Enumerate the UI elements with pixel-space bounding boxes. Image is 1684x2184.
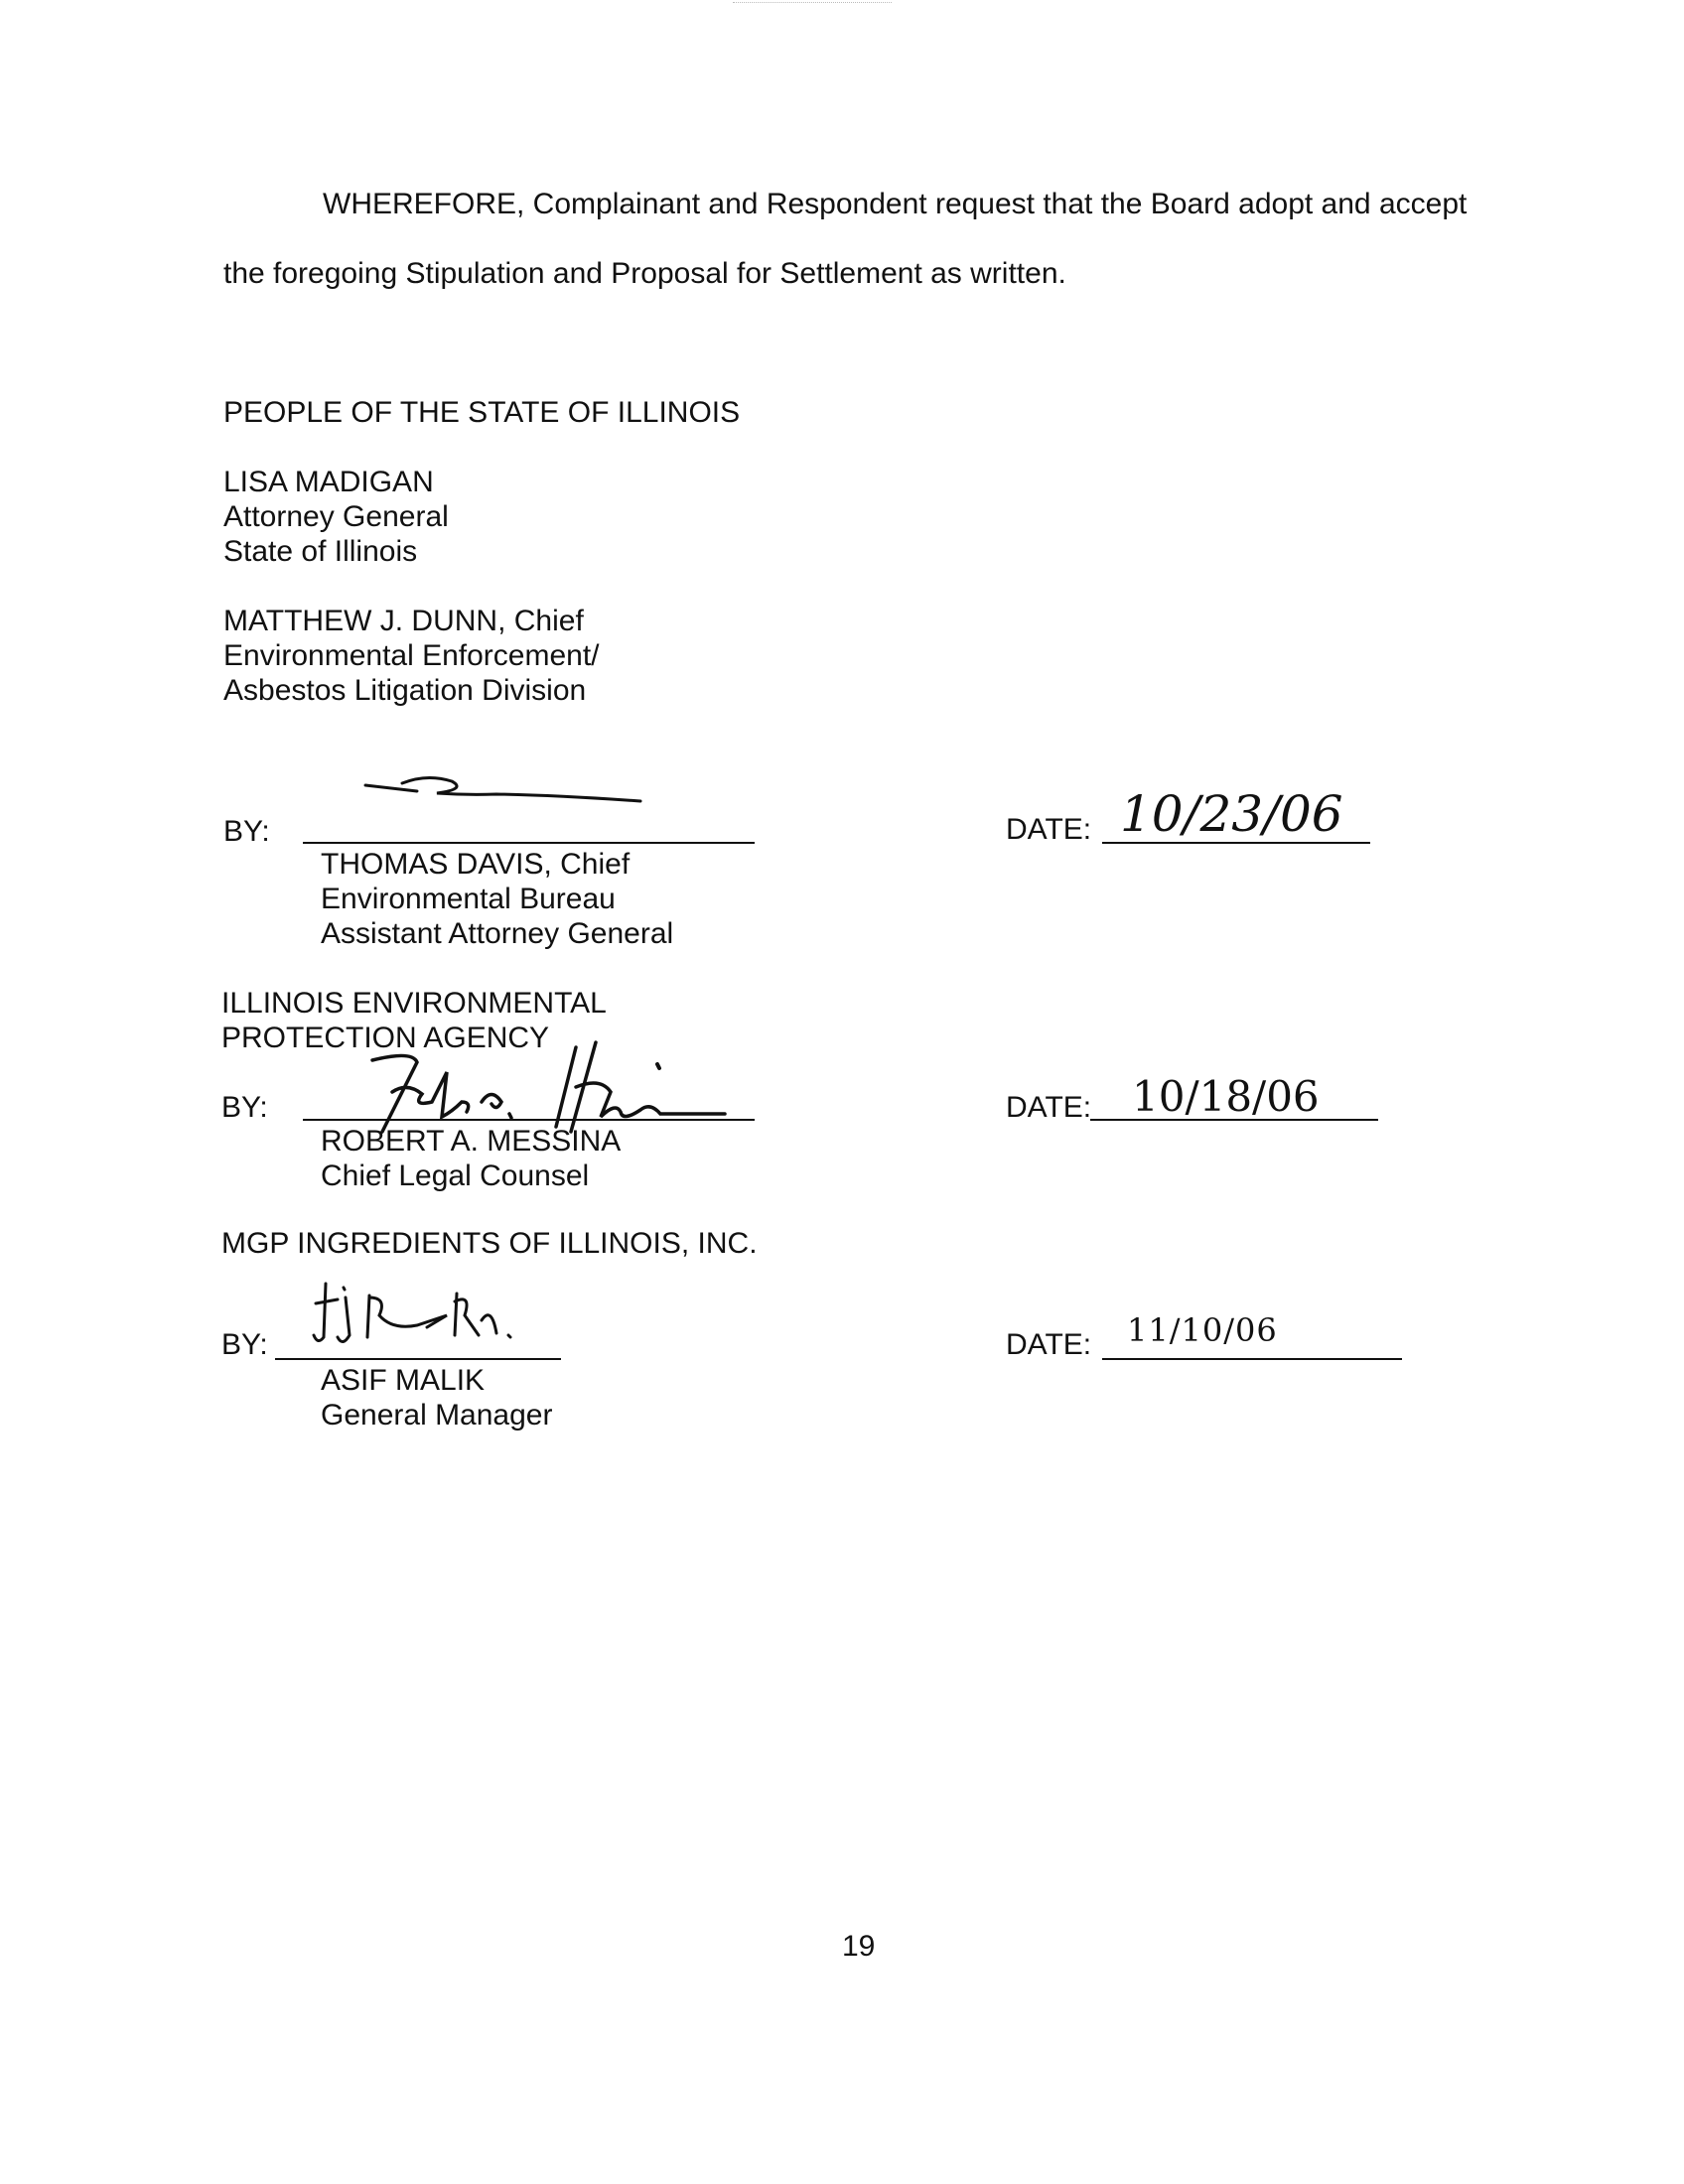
ag-name: LISA MADIGAN (223, 466, 434, 498)
scan-artifact (733, 2, 892, 3)
page-number: 19 (842, 1930, 876, 1963)
mgp-heading: MGP INGREDIENTS OF ILLINOIS, INC. (221, 1227, 758, 1260)
sig1-title-2: Assistant Attorney General (321, 917, 674, 950)
chief-division-1: Environmental Enforcement/ (223, 639, 600, 672)
agency-heading-1: ILLINOIS ENVIRONMENTAL (221, 987, 607, 1020)
sig1-by-label: BY: (223, 815, 270, 848)
ag-state: State of Illinois (223, 535, 418, 568)
sig1-date-label: DATE: (1006, 813, 1092, 846)
sig3-signature-line (275, 1358, 561, 1360)
sig2-by-label: BY: (221, 1091, 268, 1124)
sig2-name: ROBERT A. MESSINA (321, 1125, 622, 1158)
chief-name: MATTHEW J. DUNN, Chief (223, 605, 584, 637)
signature-thomas-davis (357, 769, 655, 819)
sig3-date-line (1102, 1358, 1402, 1360)
sig2-signature-line (303, 1119, 755, 1121)
sig2-date-line (1090, 1119, 1378, 1121)
sig2-title: Chief Legal Counsel (321, 1160, 590, 1192)
sig1-signature-line (303, 842, 755, 844)
sig1-name: THOMAS DAVIS, Chief (321, 848, 631, 881)
sig1-title-1: Environmental Bureau (321, 883, 616, 915)
people-heading: PEOPLE OF THE STATE OF ILLINOIS (223, 396, 741, 429)
sig2-date-value: 10/18/06 (1132, 1072, 1320, 1121)
sig3-by-label: BY: (221, 1328, 268, 1361)
body-line-1: WHEREFORE, Complainant and Respondent request that the Board adopt and accept (323, 188, 1468, 220)
sig1-date-line (1102, 842, 1370, 844)
sig1-date-value: 10/23/06 (1120, 785, 1343, 843)
sig2-date-label: DATE: (1006, 1091, 1092, 1124)
chief-division-2: Asbestos Litigation Division (223, 674, 587, 707)
sig3-date-value: 11/10/06 (1127, 1311, 1278, 1349)
agency-heading-2: PROTECTION AGENCY (221, 1022, 550, 1054)
ag-title: Attorney General (223, 500, 449, 533)
sig3-name: ASIF MALIK (321, 1364, 486, 1397)
sig3-date-label: DATE: (1006, 1328, 1092, 1361)
body-line-2: the foregoing Stipulation and Proposal for Settlement as written. (223, 257, 1066, 290)
sig3-title: General Manager (321, 1399, 553, 1432)
signature-asif-malik (298, 1276, 576, 1360)
